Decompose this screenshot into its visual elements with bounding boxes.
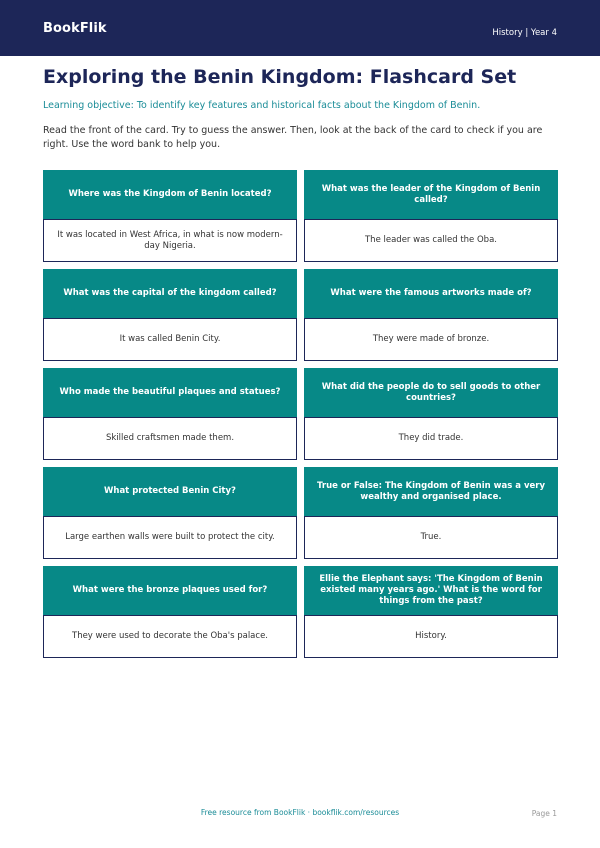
flashcard (304, 170, 558, 262)
flashcard (43, 467, 297, 559)
card-front: What did the people do to sell goods to other countries? (304, 368, 558, 417)
page-title: Exploring the Benin Kingdom: Flashcard Set (43, 66, 517, 88)
card-front: What was the leader of the Kingdom of Benin called? (304, 170, 558, 219)
flashcard (43, 368, 297, 460)
card-back: It was located in West Africa, in what is now modern-day Nigeria. (43, 219, 297, 262)
flashcard (304, 368, 558, 460)
footer-credit-link[interactable]: Free resource from BookFlik · bookflik.com/resources (200, 808, 400, 817)
card-back: They were used to decorate the Oba's palace. (43, 615, 297, 658)
card-back: History. (304, 615, 558, 658)
card-back: They were made of bronze. (304, 318, 558, 361)
flashcard (304, 566, 558, 658)
card-back: The leader was called the Oba. (304, 219, 558, 262)
card-front: What was the capital of the kingdom called? (43, 269, 297, 318)
flashcard (43, 566, 297, 658)
flashcard (304, 467, 558, 559)
card-back: Skilled craftsmen made them. (43, 417, 297, 460)
card-front: Where was the Kingdom of Benin located? (43, 170, 297, 219)
card-back: Large earthen walls were built to protect the city. (43, 516, 297, 559)
flashcard-grid (43, 170, 557, 658)
flashcard (43, 170, 297, 262)
learning-objective: Learning objective: To identify key features and historical facts about the Kingdom of Benin. (43, 100, 481, 111)
subject-context: History | Year 4 (492, 28, 557, 38)
card-back: They did trade. (304, 417, 558, 460)
card-back: True. (304, 516, 558, 559)
instructions: Read the front of the card. Try to guess the answer. Then, look at the back of the card to check if you are right. Use the word bank to help you. (43, 125, 543, 150)
brand-logo[interactable]: BookFlik (43, 21, 107, 36)
page-number: Page 1 (531, 809, 557, 818)
flashcard (43, 269, 297, 361)
card-front: Ellie the Elephant says: 'The Kingdom of Benin existed many years ago.' What is the word for things from the past? (304, 566, 558, 615)
card-front: What protected Benin City? (43, 467, 297, 516)
card-front: What were the bronze plaques used for? (43, 566, 297, 615)
card-front: Who made the beautiful plaques and statues? (43, 368, 297, 417)
flashcard (304, 269, 558, 361)
card-back: It was called Benin City. (43, 318, 297, 361)
card-front: True or False: The Kingdom of Benin was a very wealthy and organised place. (304, 467, 558, 516)
header-bar (0, 0, 600, 56)
card-front: What were the famous artworks made of? (304, 269, 558, 318)
